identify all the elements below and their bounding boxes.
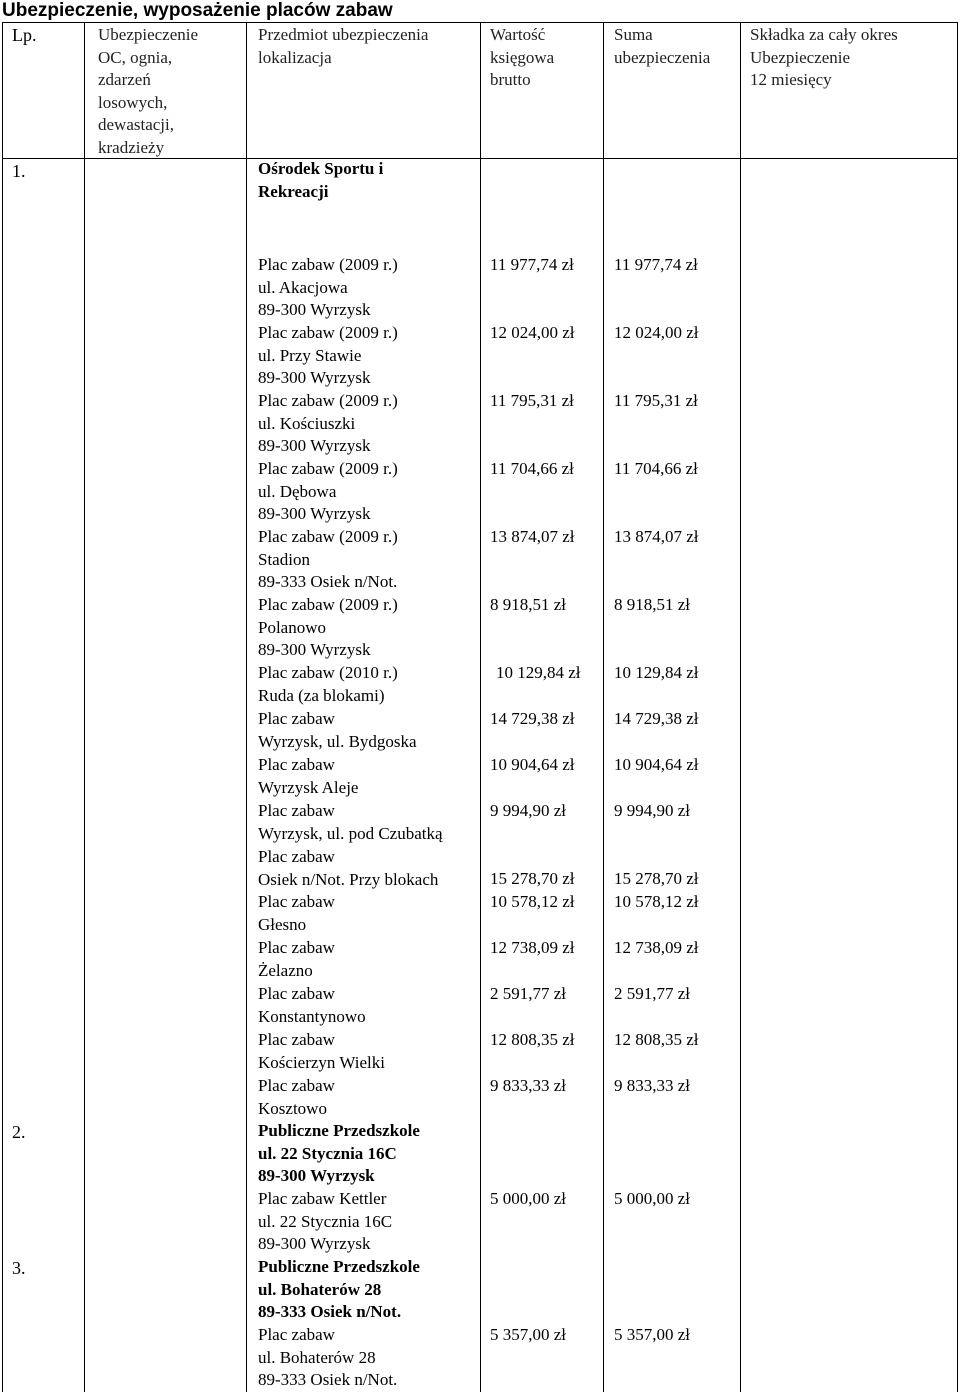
item-value-15: 12 808,35 zł xyxy=(490,1030,575,1049)
item-subject-4: Plac zabaw (2009 r.) ul. Dębowa 89-300 Wyrzysk xyxy=(258,459,398,523)
item-sum-11: 15 278,70 zł xyxy=(614,869,699,888)
item-subject-2: Plac zabaw (2009 r.) ul. Przy Stawie 89-300 Wyrzysk xyxy=(258,323,398,387)
item-value-17: 5 000,00 zł xyxy=(490,1189,567,1208)
item-value-6: 8 918,51 zł xyxy=(490,595,567,614)
item-value-12: 10 578,12 zł xyxy=(490,892,575,911)
header-lp: Lp. xyxy=(12,25,37,45)
item-value-4: 11 704,66 zł xyxy=(490,459,574,478)
item-subject-15: Plac zabaw Kościerzyn Wielki xyxy=(258,1030,385,1072)
section-1-title: Ośrodek Sportu i Rekreacji xyxy=(258,159,384,201)
item-sum-10: 9 994,90 zł xyxy=(614,801,691,820)
item-value-7: 10 129,84 zł xyxy=(496,663,581,682)
item-sum-5: 13 874,07 zł xyxy=(614,527,699,546)
item-value-11: 15 278,70 zł xyxy=(490,869,575,888)
item-value-9: 10 904,64 zł xyxy=(490,755,575,774)
item-sum-14: 2 591,77 zł xyxy=(614,984,691,1003)
item-sum-17: 5 000,00 zł xyxy=(614,1189,691,1208)
item-sum-3: 11 795,31 zł xyxy=(614,391,698,410)
item-subject-16: Plac zabaw Kosztowo xyxy=(258,1076,335,1118)
header-premium: Składka za cały okres Ubezpieczenie 12 miesięcy xyxy=(750,25,898,89)
item-subject-5: Plac zabaw (2009 r.) Stadion 89-333 Osiek n/Not. xyxy=(258,527,398,591)
item-subject-18: Plac zabaw ul. Bohaterów 28 89-333 Osiek n/Not. xyxy=(258,1325,398,1389)
section-2-lp: 2. xyxy=(12,1122,26,1142)
item-value-8: 14 729,38 zł xyxy=(490,709,575,728)
item-subject-1: Plac zabaw (2009 r.) ul. Akacjowa 89-300 Wyrzysk xyxy=(258,255,398,319)
item-subject-8: Plac zabaw Wyrzysk, ul. Bydgoska xyxy=(258,709,417,751)
item-subject-3: Plac zabaw (2009 r.) ul. Kościuszki 89-300 Wyrzysk xyxy=(258,391,398,455)
item-value-1: 11 977,74 zł xyxy=(490,255,574,274)
table-right-border xyxy=(957,22,958,1392)
col-divider-5 xyxy=(740,22,741,1392)
page-title: Ubezpieczenie, wyposażenie placów zabaw xyxy=(2,0,393,21)
item-value-5: 13 874,07 zł xyxy=(490,527,575,546)
item-subject-10: Plac zabaw Wyrzysk, ul. pod Czubatką xyxy=(258,801,443,843)
item-sum-2: 12 024,00 zł xyxy=(614,323,699,342)
header-book-value: Wartość księgowa brutto xyxy=(490,25,555,89)
item-sum-18: 5 357,00 zł xyxy=(614,1325,691,1344)
item-subject-17: Plac zabaw Kettler ul. 22 Stycznia 16C 89-300 Wyrzysk xyxy=(258,1189,393,1253)
header-subject: Przedmiot ubezpieczenia lokalizacja xyxy=(258,25,429,67)
item-sum-16: 9 833,33 zł xyxy=(614,1076,691,1095)
header-sum-insured: Suma ubezpieczenia xyxy=(614,25,711,67)
item-value-2: 12 024,00 zł xyxy=(490,323,575,342)
item-subject-6: Plac zabaw (2009 r.) Polanowo 89-300 Wyrzysk xyxy=(258,595,398,659)
item-subject-9: Plac zabaw Wyrzysk Aleje xyxy=(258,755,359,797)
item-sum-15: 12 808,35 zł xyxy=(614,1030,699,1049)
section-3-title: Publiczne Przedszkole ul. Bohaterów 28 89-333 Osiek n/Not. xyxy=(258,1257,420,1321)
table-left-border xyxy=(2,22,3,1392)
item-subject-13: Plac zabaw Żelazno xyxy=(258,938,335,980)
item-value-3: 11 795,31 zł xyxy=(490,391,574,410)
item-subject-12: Plac zabaw Głesno xyxy=(258,892,335,934)
item-value-10: 9 994,90 zł xyxy=(490,801,567,820)
item-sum-6: 8 918,51 zł xyxy=(614,595,691,614)
col-divider-4 xyxy=(603,22,604,1392)
col-divider-3 xyxy=(480,22,481,1392)
item-value-14: 2 591,77 zł xyxy=(490,984,567,1003)
item-sum-9: 10 904,64 zł xyxy=(614,755,699,774)
item-sum-7: 10 129,84 zł xyxy=(614,663,699,682)
item-value-16: 9 833,33 zł xyxy=(490,1076,567,1095)
item-sum-1: 11 977,74 zł xyxy=(614,255,698,274)
item-subject-11: Plac zabaw Osiek n/Not. Przy blokach xyxy=(258,847,439,889)
item-value-18: 5 357,00 zł xyxy=(490,1325,567,1344)
item-value-13: 12 738,09 zł xyxy=(490,938,575,957)
item-subject-14: Plac zabaw Konstantynowo xyxy=(258,984,366,1026)
col-divider-2 xyxy=(246,22,247,1392)
header-insurance-type: Ubezpieczenie OC, ognia, zdarzeń losowych, dewastacji, kradzieży xyxy=(98,25,199,157)
col-divider-1 xyxy=(84,22,85,1392)
item-subject-7: Plac zabaw (2010 r.) Ruda (za blokami) xyxy=(258,663,398,705)
section-1-lp: 1. xyxy=(12,161,26,181)
item-sum-4: 11 704,66 zł xyxy=(614,459,698,478)
section-2-title: Publiczne Przedszkole ul. 22 Stycznia 16C 89-300 Wyrzysk xyxy=(258,1121,420,1185)
item-sum-8: 14 729,38 zł xyxy=(614,709,699,728)
item-sum-13: 12 738,09 zł xyxy=(614,938,699,957)
section-3-lp: 3. xyxy=(12,1258,26,1278)
item-sum-12: 10 578,12 zł xyxy=(614,892,699,911)
